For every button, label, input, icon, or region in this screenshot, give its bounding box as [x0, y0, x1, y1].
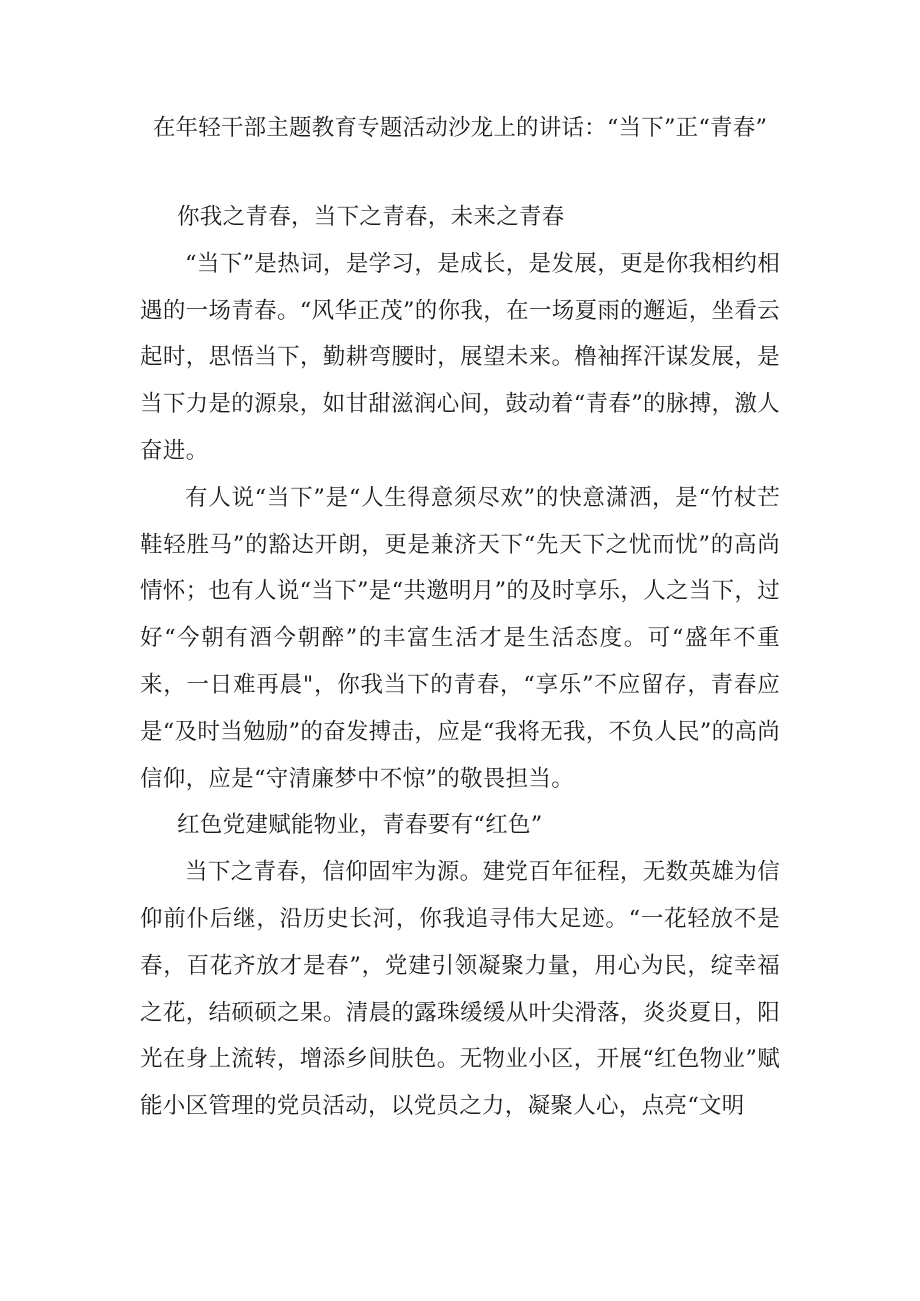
body-paragraph: 当下之青春，信仰固牢为源。建党百年征程，无数英雄为信仰前仆后继，沿历史长河，你我追寻伟大足迹。“一花轻放不是春，百花齐放才是春”，党建引领凝聚力量，用心为民，绽幸福之花，结硕硕之果。清晨的露珠缓缓从叶尖滑落，炎炎夏日，阳光在身上流转，增添乡间肤色。无物业小区，开展“红色物业”赋能小区管理的党员活动，以党员之力，凝聚人心，点亮“文明	[140, 859, 780, 1120]
section-heading: 你我之青春，当下之青春，未来之青春	[177, 204, 565, 230]
body-paragraph: 有人说“当下”是“人生得意须尽欢”的快意潇洒，是“竹杖芒鞋轻胜马”的豁达开朗，更是兼济天下“先天下之忧而忧”的高尚情怀；也有人说“当下”是“共邀明月”的及时享乐，人之当下，过好“今朝有酒今朝醉”的丰富生活才是生活态度。可“盛年不重来，一日难再晨"，你我当下的青春，“享乐”不应留存，青春应是“及时当勉励”的奋发搏击，应是“我将无我，不负人民”的高尚信仰，应是“守清廉梦中不惊”的敬畏担当。	[140, 484, 781, 792]
document-title: 在年轻干部主题教育专题活动沙龙上的讲话：“当下”正“青春”	[152, 115, 768, 141]
body-paragraph: “当下”是热词，是学习，是成长，是发展，更是你我相约相遇的一场青春。“风华正茂”的你我，在一场夏雨的邂逅，坐看云起时，思悟当下，勤耕弯腰时，展望未来。橹袖挥汗谋发展，是当下力是的源泉，如甘甜滋润心间，鼓动着“青春”的脉搏，激人奋进。	[140, 250, 780, 464]
section-heading: 红色党建赋能物业，青春要有“红色”	[177, 812, 543, 839]
document-body	[140, 194, 780, 1130]
